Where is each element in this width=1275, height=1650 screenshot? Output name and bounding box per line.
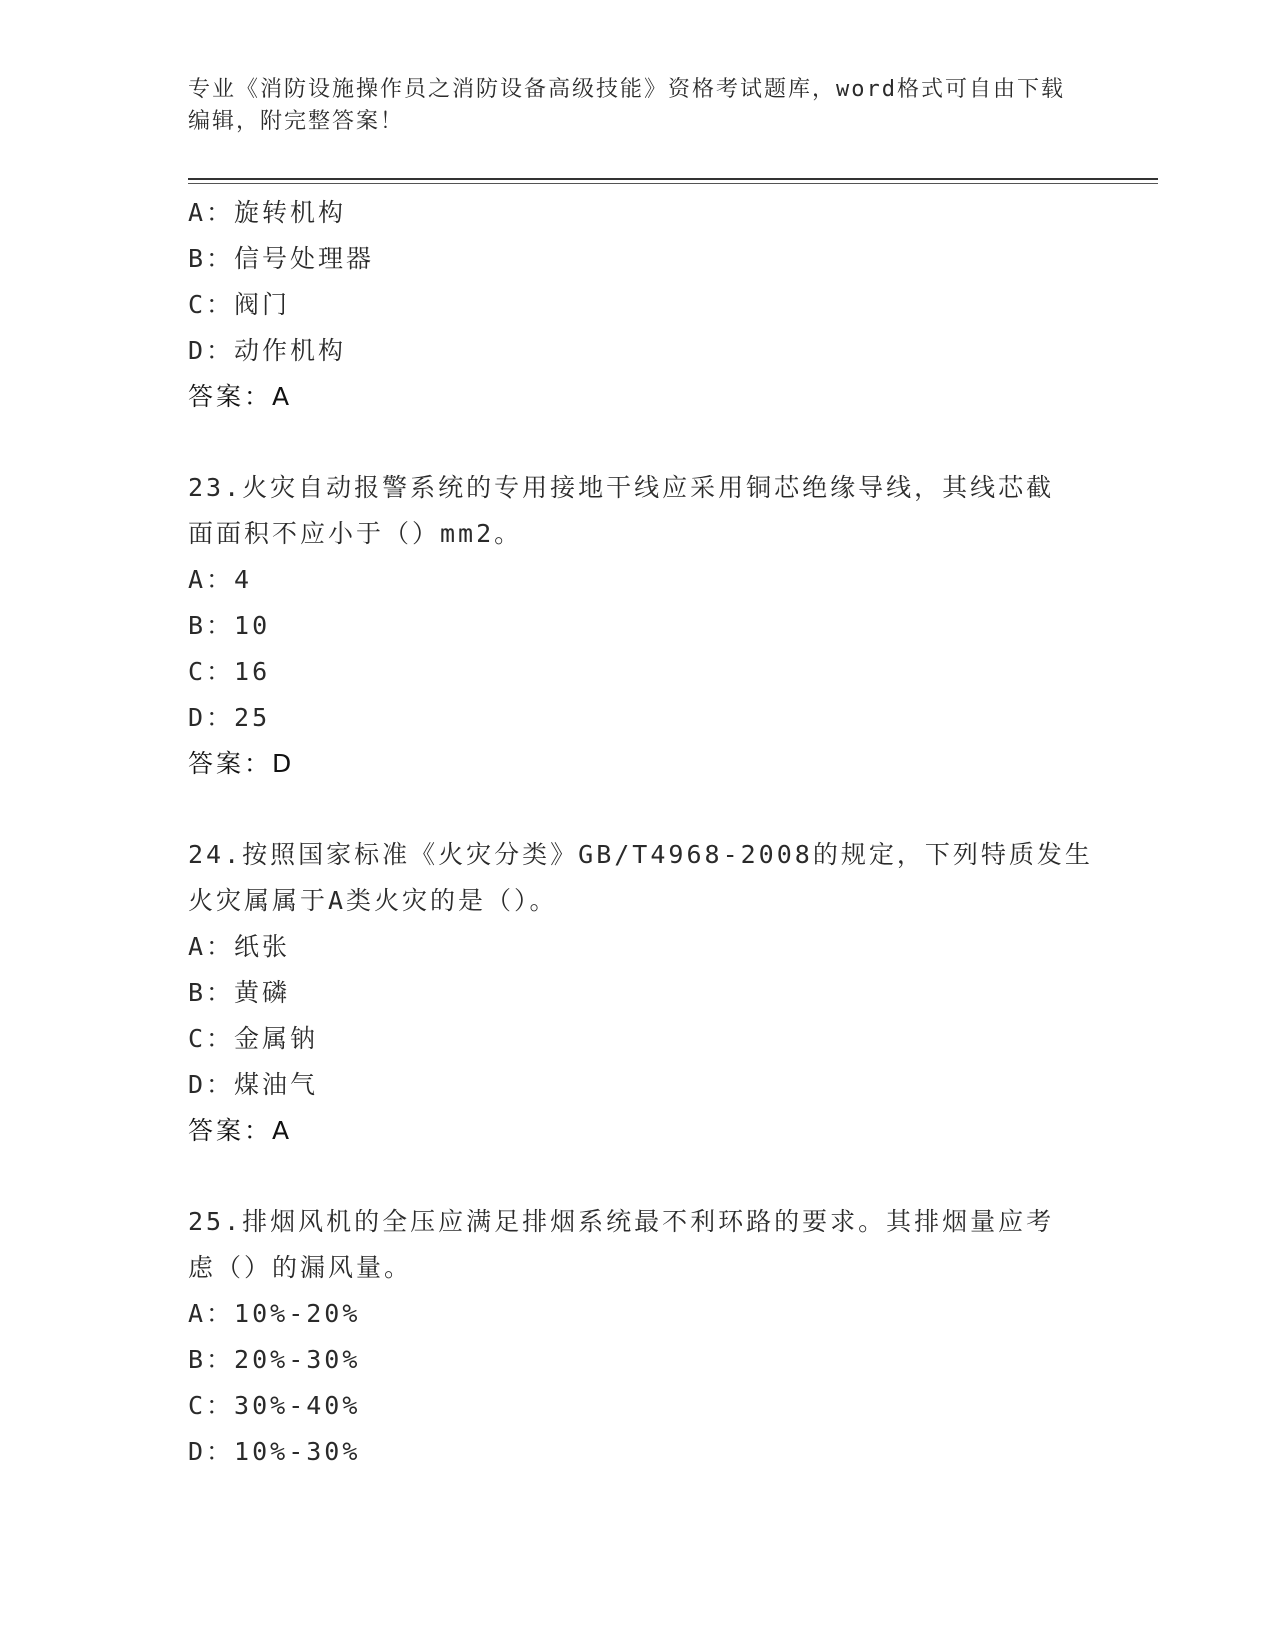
question-stem: 25.排烟风机的全压应满足排烟系统最不利环路的要求。其排烟量应考 (188, 1207, 1055, 1236)
partial-question (188, 190, 1088, 420)
option-b: B：黄磷 (188, 978, 291, 1007)
question-stem: 24.按照国家标准《火灾分类》GB/T4968-2008的规定，下列特质发生 (188, 840, 1093, 869)
option-c: C：30%-40% (188, 1391, 361, 1420)
option-a: A：10%-20% (188, 1299, 361, 1328)
answer: 答案：D (188, 749, 295, 778)
option-d: D：25 (188, 703, 271, 732)
question-stem: 23.火灾自动报警系统的专用接地干线应采用铜芯绝缘导线，其线芯截 (188, 473, 1055, 502)
option-c: C：阀门 (188, 290, 291, 319)
option-b: B：信号处理器 (188, 244, 375, 273)
document-header: 专业《消防设施操作员之消防设备高级技能》资格考试题库，word格式可自由下载编辑，附完整答案！ (188, 77, 1065, 134)
header-divider-thin (188, 183, 1158, 184)
answer: 答案：A (188, 382, 293, 411)
question-stem-continued: 火灾属属于A类火灾的是（）。 (188, 886, 558, 915)
question-25 (188, 1199, 1088, 1475)
option-d: D：10%-30% (188, 1437, 361, 1466)
answer: 答案：A (188, 1116, 293, 1145)
option-b: B：10 (188, 611, 271, 640)
header-divider-thick (188, 178, 1158, 180)
question-stem-continued: 面面积不应小于（）mm2。 (188, 519, 523, 548)
option-b: B：20%-30% (188, 1345, 361, 1374)
option-d: D：动作机构 (188, 336, 347, 365)
option-a: A：旋转机构 (188, 198, 347, 227)
option-a: A：4 (188, 565, 253, 594)
option-c: C：金属钠 (188, 1024, 319, 1053)
question-23 (188, 465, 1088, 787)
question-list (188, 190, 1093, 1475)
option-d: D：煤油气 (188, 1070, 319, 1099)
option-a: A：纸张 (188, 932, 291, 961)
option-c: C：16 (188, 657, 271, 686)
question-stem-continued: 虑（）的漏风量。 (188, 1253, 413, 1282)
question-24 (188, 832, 1093, 1154)
